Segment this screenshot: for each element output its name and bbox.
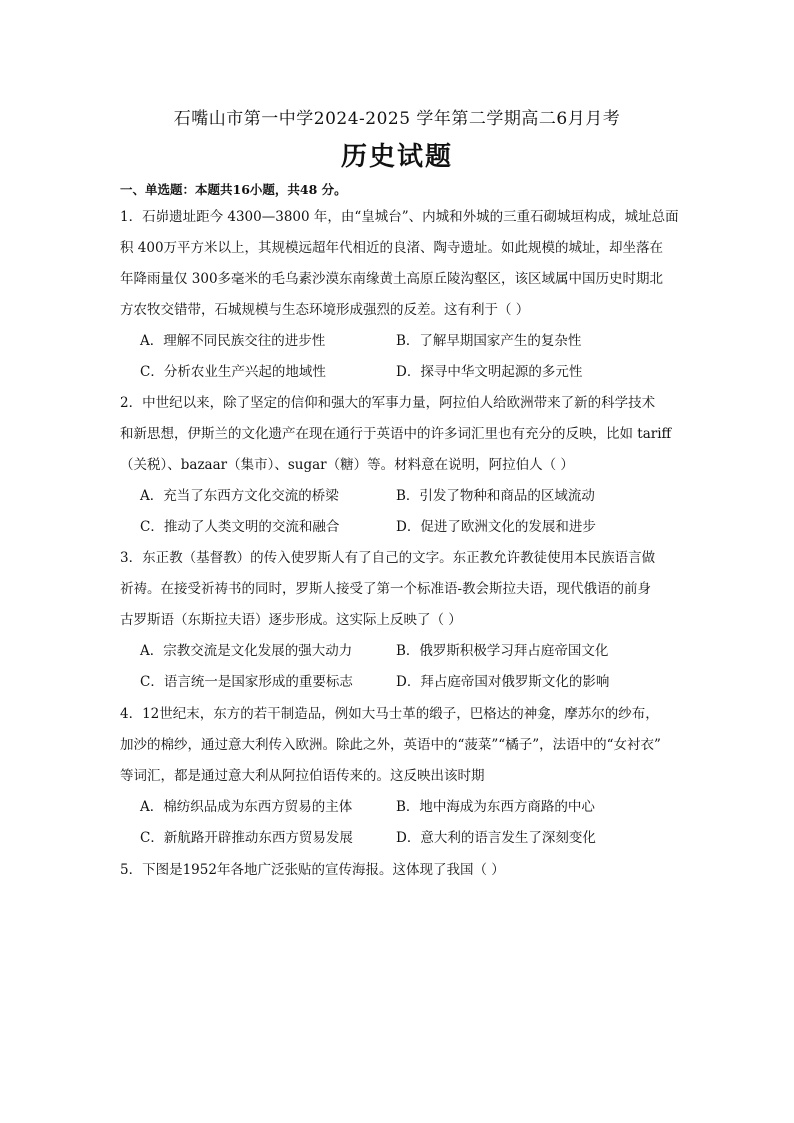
- question-line: 加沙的棉纱，通过意大利传入欧洲。除此之外，英语中的“菠菜”“橘子”，法语中的“女衬衣”: [120, 737, 661, 753]
- option-row: [120, 357, 680, 388]
- question-line: 3．东正教（基督教）的传入使罗斯人有了自己的文字。东正教允许教徒使用本民族语言做: [120, 550, 656, 566]
- option-c[interactable]: C．推动了人类文明的交流和融合: [140, 519, 340, 535]
- question-line: 等词汇，都是通过意大利从阿拉伯语传来的。这反映出该时期: [120, 768, 485, 784]
- option-a[interactable]: A．理解不同民族交往的进步性: [140, 333, 326, 349]
- question-3: [120, 543, 680, 698]
- option-row: [120, 481, 680, 512]
- option-row: [120, 823, 680, 854]
- exam-header: 石嘴山市第一中学2024-2025 学年第二学期高二6月月考: [173, 109, 621, 129]
- option-b[interactable]: B．俄罗斯积极学习拜占庭帝国文化: [396, 643, 609, 659]
- question-line: 和新思想，伊斯兰的文化遗产在现在通行于英语中的许多词汇里也有充分的反映，比如 tariff: [120, 426, 672, 442]
- option-c[interactable]: C．分析农业生产兴起的地域性: [140, 364, 326, 380]
- question-line: 4．12世纪末，东方的若干制造品，例如大马士革的缎子，巴格达的神龛，摩苏尔的纱布，: [120, 706, 659, 722]
- question-line: 祈祷。在接受祈祷书的同时，罗斯人接受了第一个标准语-教会斯拉夫语，现代俄语的前身: [120, 581, 652, 597]
- option-b[interactable]: B．了解早期国家产生的复杂性: [396, 333, 582, 349]
- option-row: [120, 636, 680, 667]
- question-1: [120, 202, 680, 388]
- section-heading: 一、单选题：本题共16小题，共48 分。: [120, 182, 347, 197]
- option-c[interactable]: C．语言统一是国家形成的重要标志: [140, 674, 353, 690]
- option-a[interactable]: A．宗教交流是文化发展的强大动力: [140, 643, 353, 659]
- question-line: 2．中世纪以来，除了坚定的信仰和强大的军事力量，阿拉伯人给欧洲带来了新的科学技术: [120, 395, 656, 411]
- question-2: [120, 388, 680, 543]
- option-row: [120, 792, 680, 823]
- option-a[interactable]: A．充当了东西方文化交流的桥梁: [140, 488, 339, 504]
- option-d[interactable]: D．探寻中华文明起源的多元性: [396, 364, 583, 380]
- question-line: （关税）、bazaar（集市）、sugar（糖）等。材料意在说明，阿拉伯人（ ）: [120, 457, 574, 473]
- question-5: [120, 855, 680, 886]
- question-line: 年降雨量仅 300多毫米的毛乌素沙漠东南缘黄土高原丘陵沟壑区，该区域属中国历史时期北: [120, 271, 664, 287]
- question-4: [120, 699, 680, 854]
- option-d[interactable]: D．意大利的语言发生了深刻变化: [396, 830, 596, 846]
- exam-title: 历史试题: [340, 142, 453, 172]
- question-line: 5．下图是1952年各地广泛张贴的宣传海报。这体现了我国（ ）: [120, 862, 505, 878]
- question-line: 积 400万平方米以上，其规模远超年代相近的良渚、陶寺遗址。如此规模的城址，却坐落在: [120, 240, 664, 256]
- option-b[interactable]: B．地中海成为东西方商路的中心: [396, 799, 595, 815]
- option-d[interactable]: D．拜占庭帝国对俄罗斯文化的影响: [396, 674, 610, 690]
- option-a[interactable]: A．棉纺织品成为东西方贸易的主体: [140, 799, 353, 815]
- option-d[interactable]: D．促进了欧洲文化的发展和进步: [396, 519, 596, 535]
- question-line: 古罗斯语（东斯拉夫语）逐步形成。这实际上反映了（ ）: [120, 612, 462, 628]
- question-line: 方农牧交错带，石城规模与生态环境形成强烈的反差。这有利于（ ）: [120, 302, 530, 318]
- option-b[interactable]: B．引发了物种和商品的区域流动: [396, 488, 595, 504]
- option-row: [120, 512, 680, 543]
- option-row: [120, 667, 680, 698]
- question-line: 1．石峁遗址距今 4300—3800 年，由“皇城台”、内城和外城的三重石砌城垣构成，城址总面: [120, 209, 679, 225]
- option-row: [120, 326, 680, 357]
- option-c[interactable]: C．新航路开辟推动东西方贸易发展: [140, 830, 353, 846]
